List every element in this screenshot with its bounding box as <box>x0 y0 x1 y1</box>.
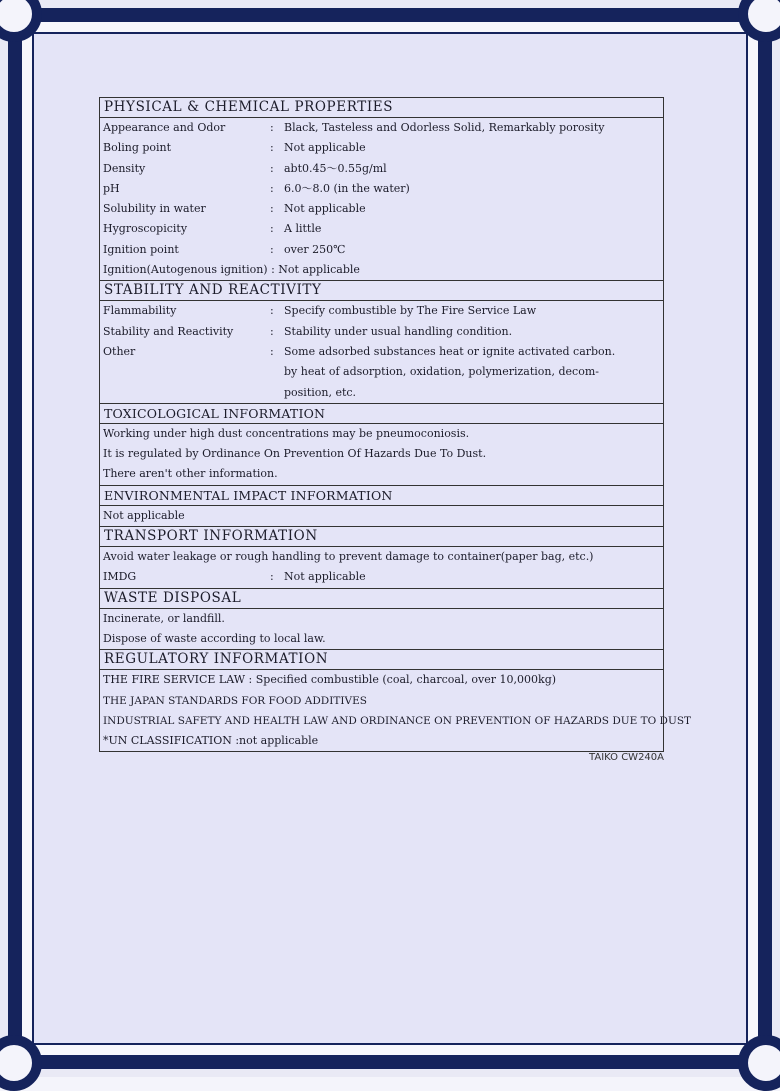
property-label: Solubility in water <box>103 202 206 216</box>
property-label: Appearance and Odor <box>103 121 226 134</box>
table-row <box>100 118 663 138</box>
text-line: It is regulated by Ordinance On Prevention Of Hazards Due To Dust. <box>103 447 487 461</box>
text-line: INDUSTRIAL SAFETY AND HEALTH LAW AND ORDINANCE ON PREVENTION OF HAZARDS DUE TO DUST <box>103 714 692 727</box>
table-row-continuation: position, etc. <box>284 385 357 399</box>
section-title: ENVIRONMENTAL IMPACT INFORMATION <box>100 485 663 506</box>
text-line: THE JAPAN STANDARDS FOR FOOD ADDITIVES <box>103 694 367 707</box>
separator: : <box>270 141 274 155</box>
property-value: over 250℃ <box>284 242 346 256</box>
text-line: Working under high dust concentrations may be pneumoconiosis. <box>103 426 470 440</box>
section-title: STABILITY AND REACTIVITY <box>100 280 663 301</box>
property-label: Hygroscopicity <box>103 222 188 236</box>
section-transport <box>99 526 664 588</box>
document-code: TAIKO CW240A <box>589 752 664 763</box>
section-toxicological <box>99 403 664 485</box>
separator: : <box>270 181 274 195</box>
table-row <box>100 240 663 260</box>
section-regulatory <box>99 649 692 752</box>
property-value: Stability under usual handling condition. <box>284 324 513 338</box>
section-title: REGULATORY INFORMATION <box>100 649 663 670</box>
table-row <box>100 219 663 239</box>
separator: : <box>270 121 274 134</box>
section-title: TOXICOLOGICAL INFORMATION <box>100 403 663 424</box>
table-row-continuation: by heat of adsorption, oxidation, polymerization, decom- <box>284 365 599 379</box>
property-label: Density <box>103 161 146 175</box>
section-stability <box>99 280 664 402</box>
section-environmental <box>99 485 664 526</box>
property-label: Other <box>103 344 136 358</box>
separator: : <box>270 242 274 256</box>
property-label: Ignition point <box>103 242 179 256</box>
text-line: THE FIRE SERVICE LAW : Specified combustible (coal, charcoal, over 10,000kg) <box>103 673 557 687</box>
property-value: abt0.45～0.55g/ml <box>284 161 387 175</box>
property-label: Stability and Reactivity <box>103 324 234 338</box>
property-value: Not applicable <box>284 570 366 584</box>
section-title: PHYSICAL & CHEMICAL PROPERTIES <box>100 97 663 118</box>
property-value: 6.0～8.0 (in the water) <box>284 181 410 195</box>
data-sheet-table <box>99 97 692 752</box>
table-row <box>100 159 663 179</box>
text-line: *UN CLASSIFICATION :not applicable <box>103 734 319 748</box>
text-line: Dispose of waste according to local law. <box>103 631 326 645</box>
text-line: Not applicable <box>103 508 185 522</box>
property-value: Specify combustible by The Fire Service Law <box>284 304 537 318</box>
table-row <box>100 199 663 219</box>
text-line: Incinerate, or landfill. <box>103 611 225 625</box>
separator: : <box>270 161 274 175</box>
property-label: IMDG <box>103 570 137 584</box>
table-row: Ignition(Autogenous ignition) : Not applicable <box>103 263 360 277</box>
property-value: Black, Tasteless and Odorless Solid, Remarkably porosity <box>284 121 605 134</box>
property-label: pH <box>103 181 120 195</box>
property-value: Some adsorbed substances heat or ignite activated carbon. <box>284 344 616 358</box>
corner-ornament-icon <box>738 1035 780 1091</box>
section-title: TRANSPORT INFORMATION <box>100 526 663 547</box>
property-value: A little <box>284 222 322 236</box>
separator: : <box>270 304 274 318</box>
table-row <box>100 179 663 199</box>
table-row <box>100 138 663 158</box>
separator: : <box>270 202 274 216</box>
property-label: Flammability <box>103 304 177 318</box>
text-line: Avoid water leakage or rough handling to prevent damage to container(paper bag, etc.) <box>103 550 594 564</box>
separator: : <box>270 570 274 584</box>
property-value: Not applicable <box>284 202 366 216</box>
property-label: Boling point <box>103 141 172 155</box>
section-title: WASTE DISPOSAL <box>100 588 663 609</box>
separator: : <box>270 222 274 236</box>
table-row <box>100 322 663 342</box>
table-row <box>100 301 663 321</box>
property-value: Not applicable <box>284 141 366 155</box>
table-row <box>100 567 663 587</box>
section-waste <box>99 588 664 650</box>
separator: : <box>270 344 274 358</box>
separator: : <box>270 324 274 338</box>
text-line: There aren't other information. <box>103 467 278 481</box>
table-row <box>100 342 663 362</box>
section-physical <box>99 97 664 280</box>
